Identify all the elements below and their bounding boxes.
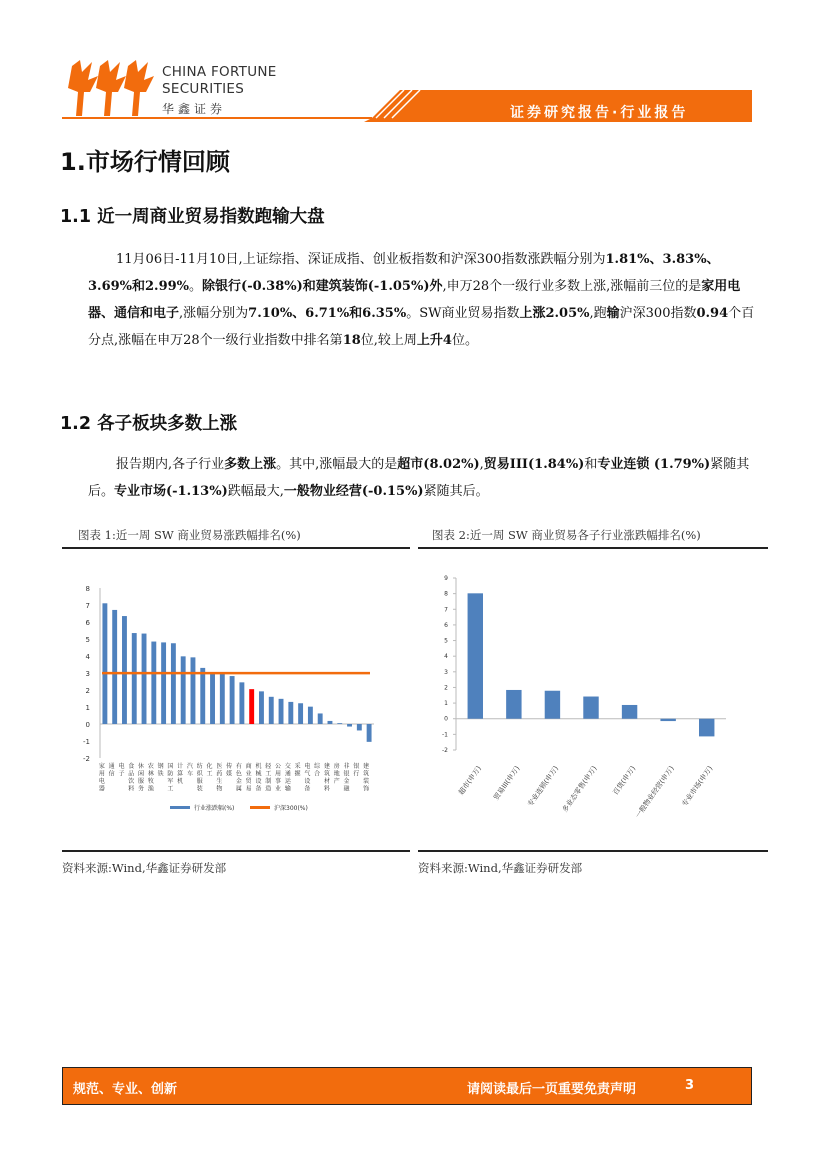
bar <box>298 703 303 724</box>
x-tick-char: 物 <box>216 785 223 793</box>
x-tick-char: 传 <box>226 763 233 770</box>
text-run: 个百分点,涨幅在申万28个一级行业指数中排名第 <box>88 306 755 348</box>
x-tick-char: 饰 <box>363 785 370 793</box>
x-tick-char: 建 <box>323 763 330 770</box>
x-tick-char: 交 <box>284 763 291 770</box>
x-tick-char: 电 <box>118 763 125 770</box>
y-tick-label: -1 <box>442 731 448 739</box>
x-tick-char: 银 <box>353 763 360 770</box>
x-tick-char: 银 <box>343 770 350 778</box>
x-tick-char: 输 <box>284 785 291 793</box>
bar <box>660 719 675 721</box>
x-tick-char: 产 <box>333 778 340 785</box>
text-run: 上涨2.05% <box>519 306 590 321</box>
x-tick-char: 装 <box>196 785 203 793</box>
y-tick-label: 0 <box>85 721 90 729</box>
x-tick-char: 电 <box>304 763 311 770</box>
figure2-source: 资料来源:Wind,华鑫证券研发部 <box>418 861 583 875</box>
brand-name-line1: CHINA FORTUNE <box>162 64 277 80</box>
x-tick-char: 贸 <box>245 778 252 785</box>
bar <box>112 610 117 724</box>
x-tick-char: 材 <box>323 778 330 785</box>
x-tick-char: 家 <box>98 763 105 770</box>
bar <box>347 724 352 727</box>
bar <box>239 682 244 724</box>
figure2-top-rule <box>418 547 768 549</box>
bar <box>269 697 274 724</box>
bar <box>318 713 323 724</box>
y-tick-label: 1 <box>85 704 90 712</box>
y-tick-label: 7 <box>444 606 448 614</box>
bar <box>220 674 225 724</box>
footer-disclaimer-link[interactable]: 请阅读最后一页重要免责声明 <box>467 1082 637 1097</box>
x-tick-char: 有 <box>235 763 242 770</box>
legend-swatch-industry <box>170 806 190 809</box>
y-tick-label: 6 <box>444 621 448 629</box>
bar <box>583 697 598 719</box>
x-tick-char: 渔 <box>147 785 154 793</box>
bar <box>161 642 166 724</box>
x-tick-char: 设 <box>304 778 311 785</box>
bar <box>181 656 186 724</box>
x-tick-char: 军 <box>167 778 174 785</box>
text-run: 7.10%、6.71%和6.35% <box>248 306 407 321</box>
subsection-title-1-1: 1.1 近一周商业贸易指数跑输大盘 <box>60 207 325 227</box>
x-tick-char: 商 <box>245 763 252 770</box>
x-tick-char: 轻 <box>265 763 272 770</box>
x-tick-char: 媒 <box>226 770 233 778</box>
x-tick-char: 工 <box>167 785 174 793</box>
text-run: 一般物业经营(-0.15%) <box>283 484 424 499</box>
y-tick-label: 8 <box>85 585 90 593</box>
x-tick-char: 通 <box>108 763 115 770</box>
bar <box>357 724 362 730</box>
text-run: 紧随其后。 <box>88 457 750 499</box>
x-tick-char: 钢 <box>157 763 164 770</box>
y-tick-label: 4 <box>444 653 448 661</box>
x-tick-char: 汽 <box>186 763 193 770</box>
text-run: 沪深300指数 <box>619 306 697 321</box>
legend-label-hs300: 沪深300(%) <box>274 805 308 812</box>
x-tick-char: 金 <box>343 778 350 785</box>
x-tick-char: 融 <box>343 785 350 793</box>
figure1-bottom-rule <box>62 850 410 852</box>
bar <box>367 724 372 742</box>
x-tick-char: 筑 <box>363 770 370 778</box>
footer-slogan: 规范、专业、创新 <box>73 1082 178 1097</box>
x-tick-char: 综 <box>314 763 321 770</box>
report-type: 证券研究报告·行业报告 <box>510 105 689 121</box>
x-tick-char: 闲 <box>138 770 145 778</box>
figure2-bottom-rule <box>418 850 768 852</box>
text-run: 超市(8.02%) <box>397 457 480 472</box>
y-tick-label: 5 <box>85 636 90 644</box>
section-title: 1.市场行情回顾 <box>60 148 230 176</box>
paragraph-1-1 <box>88 246 760 354</box>
y-tick-label: -2 <box>83 755 90 763</box>
subsection-title-1-2: 1.2 各子板块多数上涨 <box>60 414 238 434</box>
text-run: 位。 <box>451 333 478 348</box>
text-run: 和 <box>584 457 598 472</box>
x-tick-char: 建 <box>363 763 370 770</box>
text-run: ,跑 <box>589 306 607 321</box>
brand-name-cn: 华鑫证券 <box>162 102 227 116</box>
x-tick-label: 一般物业经营(申万) <box>633 764 676 820</box>
x-tick-char: 房 <box>333 763 340 770</box>
x-tick-char: 服 <box>196 778 203 785</box>
x-tick-char: 农 <box>147 763 154 770</box>
bar <box>230 676 235 724</box>
bar <box>545 691 560 719</box>
text-run: 多数上涨 <box>224 457 277 472</box>
x-tick-char: 工 <box>265 770 272 778</box>
brand-name-line2: SECURITIES <box>162 81 245 97</box>
text-run: 0.94 <box>696 306 729 321</box>
chart-industry-ranking <box>62 550 410 848</box>
x-tick-char: 色 <box>235 770 242 778</box>
x-tick-char: 通 <box>284 770 291 778</box>
x-tick-char: 算 <box>177 770 184 778</box>
x-tick-char: 服 <box>138 778 145 785</box>
x-tick-char: 事 <box>275 778 282 785</box>
x-tick-label: 超市(申万) <box>457 764 483 797</box>
figure2-caption: 图表 2:近一周 SW 商业贸易各子行业涨跌幅排名(%) <box>432 528 701 542</box>
text-run: 。SW商业贸易指数 <box>406 306 520 321</box>
x-tick-char: 料 <box>128 785 135 793</box>
text-run: ,涨幅分别为 <box>179 306 249 321</box>
y-tick-label: 6 <box>85 619 90 627</box>
x-tick-char: 械 <box>255 770 262 778</box>
x-tick-char: 织 <box>196 770 203 778</box>
bar <box>151 642 156 724</box>
x-tick-char: 备 <box>304 785 311 793</box>
paragraph-1-2 <box>88 451 760 505</box>
figure1-top-rule <box>62 547 410 549</box>
footer-bar <box>62 1067 752 1105</box>
x-tick-char: 品 <box>128 770 135 778</box>
bar <box>259 691 264 724</box>
text-run: 。 <box>189 279 203 294</box>
x-tick-label: 专业市场(申万) <box>680 764 715 809</box>
y-tick-label: -2 <box>442 747 448 754</box>
bar <box>506 690 521 719</box>
legend-swatch-hs300 <box>250 806 270 809</box>
x-tick-char: 筑 <box>323 770 330 778</box>
y-tick-label: 5 <box>444 637 448 645</box>
header-banner <box>0 86 827 126</box>
x-tick-label: 百货(申万) <box>611 764 638 797</box>
y-tick-label: 8 <box>444 590 448 598</box>
x-tick-char: 行 <box>353 770 360 778</box>
y-tick-label: 2 <box>444 684 448 692</box>
x-tick-char: 易 <box>245 785 252 793</box>
x-tick-char: 休 <box>138 763 145 770</box>
x-tick-char: 生 <box>216 778 223 785</box>
bar <box>699 719 714 737</box>
x-tick-char: 造 <box>265 785 272 793</box>
x-tick-char: 电 <box>98 778 105 785</box>
text-run: 紧随其后。 <box>423 484 489 499</box>
bar <box>468 593 483 718</box>
bar <box>171 643 176 724</box>
x-tick-char: 制 <box>265 778 272 785</box>
y-tick-label: -1 <box>83 738 90 746</box>
x-tick-char: 用 <box>275 770 282 778</box>
bar <box>328 721 333 724</box>
bar <box>132 633 137 724</box>
text-run: , <box>479 457 484 472</box>
x-tick-char: 林 <box>147 770 154 778</box>
x-tick-char: 掘 <box>294 770 301 778</box>
x-tick-char: 子 <box>118 770 125 778</box>
text-run: 输 <box>606 306 620 321</box>
x-tick-char: 防 <box>167 770 174 778</box>
x-tick-char: 工 <box>206 770 213 778</box>
bar <box>142 634 147 724</box>
text-run: 报告期内,各子行业 <box>116 457 225 472</box>
text-run: 上升4 <box>416 333 452 348</box>
text-run: 。其中,涨幅最大的是 <box>276 457 398 472</box>
x-tick-char: 牧 <box>147 778 154 785</box>
x-tick-char: 非 <box>343 763 350 770</box>
x-tick-char: 食 <box>128 763 135 770</box>
x-tick-char: 化 <box>206 763 213 770</box>
x-tick-char: 业 <box>275 785 282 793</box>
x-tick-char: 业 <box>245 770 252 778</box>
bar <box>122 616 127 724</box>
x-tick-char: 地 <box>333 770 340 778</box>
bar <box>102 603 107 724</box>
x-tick-char: 气 <box>304 770 311 778</box>
x-tick-char: 铁 <box>157 770 164 778</box>
y-tick-label: 0 <box>444 715 448 723</box>
bar <box>308 707 313 724</box>
x-tick-char: 纺 <box>196 763 203 770</box>
footer-page-number: 3 <box>685 1078 695 1093</box>
x-tick-char: 金 <box>235 778 242 785</box>
y-tick-label: 7 <box>85 602 90 610</box>
text-run: 专业连锁 (1.79%) <box>597 457 711 472</box>
figure1-caption: 图表 1:近一周 SW 商业贸易涨跌幅排名(%) <box>78 528 301 542</box>
y-tick-label: 2 <box>85 687 90 695</box>
bar <box>249 689 254 724</box>
text-run: 贸易III(1.84%) <box>483 457 585 472</box>
x-tick-char: 用 <box>98 770 105 778</box>
bar <box>191 657 196 724</box>
y-tick-label: 1 <box>444 700 448 708</box>
x-tick-label: 多业态零售(申万) <box>560 764 599 814</box>
x-tick-char: 机 <box>255 763 262 770</box>
x-tick-char: 公 <box>275 763 282 770</box>
x-tick-label: 贸易III(申万) <box>492 764 522 802</box>
bar <box>337 723 342 724</box>
x-tick-char: 装 <box>363 778 370 785</box>
text-run: 专业市场(-1.13%) <box>114 484 228 499</box>
text-run: 1.81%、3.83%、3.69%和2.99% <box>88 252 720 294</box>
text-run: 家用电器、通信和电子 <box>88 279 741 321</box>
x-tick-char: 设 <box>255 778 262 785</box>
x-tick-char: 医 <box>216 763 223 770</box>
text-run: 位,较上周 <box>360 333 417 348</box>
y-tick-label: 9 <box>444 575 448 582</box>
x-tick-char: 属 <box>235 785 242 793</box>
x-tick-char: 料 <box>323 785 330 793</box>
x-tick-char: 饮 <box>128 778 135 785</box>
y-tick-label: 3 <box>444 668 448 676</box>
x-tick-char: 国 <box>167 763 174 770</box>
x-tick-char: 运 <box>284 778 291 785</box>
x-tick-char: 合 <box>314 770 321 778</box>
legend-label-industry: 行业涨跌幅(%) <box>194 805 235 812</box>
text-run: 18 <box>342 333 361 348</box>
x-tick-char: 机 <box>177 778 184 785</box>
bar <box>288 702 293 724</box>
figure1-source: 资料来源:Wind,华鑫证券研发部 <box>62 861 227 875</box>
bar <box>210 673 215 724</box>
x-tick-char: 计 <box>177 763 184 770</box>
x-tick-char: 务 <box>138 785 145 793</box>
x-tick-char: 药 <box>216 770 223 778</box>
text-run: 除银行(-0.38%)和建筑装饰(-1.05%)外 <box>202 279 443 294</box>
x-tick-char: 采 <box>294 763 301 770</box>
x-tick-char: 信 <box>108 770 115 778</box>
chart-subindustry-ranking <box>418 550 768 848</box>
bar <box>279 699 284 724</box>
y-tick-label: 3 <box>85 670 90 678</box>
x-tick-char: 车 <box>186 770 193 778</box>
bar <box>622 705 637 719</box>
bar <box>200 668 205 724</box>
y-tick-label: 4 <box>85 653 90 661</box>
x-tick-char: 器 <box>98 785 105 793</box>
x-tick-label: 专业连锁(申万) <box>526 764 561 809</box>
text-run: 11月06日-11月10日,上证综指、深证成指、创业板指数和沪深300指数涨跌幅分别为 <box>116 252 606 267</box>
text-run: ,申万28个一级行业多数上涨,涨幅前三位的是 <box>442 279 702 294</box>
x-tick-char: 备 <box>255 785 262 793</box>
text-run: 跌幅最大, <box>227 484 284 499</box>
